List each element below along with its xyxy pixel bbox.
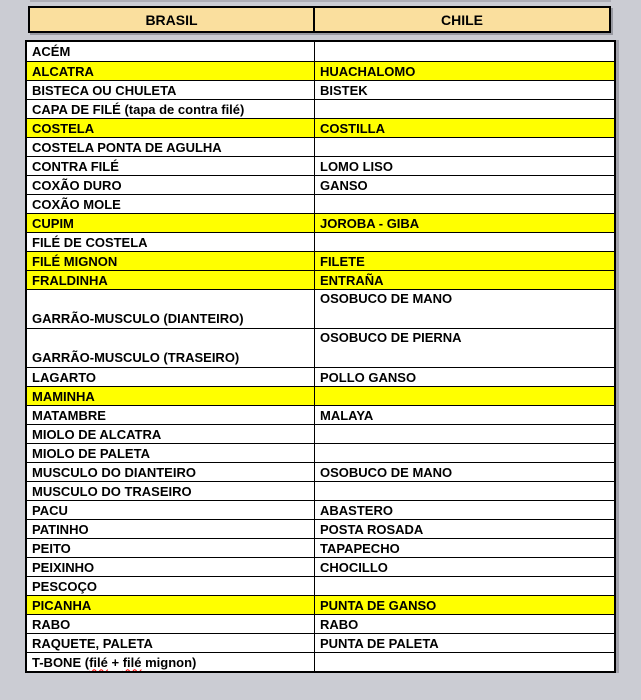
column-header-table [28, 6, 611, 33]
chile-cell: PUNTA DE PALETA [320, 635, 439, 651]
chile-cell: FILETE [320, 253, 365, 269]
table-row [27, 652, 614, 671]
brasil-cell: CUPIM [27, 214, 315, 232]
table-row [27, 289, 614, 328]
table-row [27, 251, 614, 270]
table-row [27, 99, 614, 118]
table-row [27, 424, 614, 443]
chile-cell: COSTILLA [320, 120, 385, 136]
brasil-cell: COSTELA [27, 119, 315, 137]
table-row [27, 557, 614, 576]
table-row [27, 367, 614, 386]
chile-cell: LOMO LISO [320, 158, 393, 174]
table-row [27, 270, 614, 289]
brasil-cell: MUSCULO DO TRASEIRO [27, 482, 315, 500]
misspelled-word: filé [122, 654, 142, 670]
table-row [27, 118, 614, 137]
table-row [27, 386, 614, 405]
brasil-cell: MIOLO DE PALETA [27, 444, 315, 462]
chile-cell [315, 42, 614, 61]
table-row [27, 443, 614, 462]
brasil-cell: PEITO [27, 539, 315, 557]
header-cell-brasil: BRASIL [30, 8, 315, 31]
chile-cell [315, 425, 614, 443]
brasil-cell: COSTELA PONTA DE AGULHA [27, 138, 315, 156]
brasil-cell: PICANHA [27, 596, 315, 614]
table-row [27, 61, 614, 80]
chile-cell [315, 138, 614, 156]
chile-cell: BISTEK [320, 82, 368, 98]
brasil-cell: PESCOÇO [27, 577, 315, 595]
chile-cell: OSOBUCO DE MANO [320, 464, 453, 480]
brasil-cell: FILÉ DE COSTELA [27, 233, 315, 251]
brasil-cell: MATAMBRE [27, 406, 315, 424]
chile-cell: ENTRAÑA [320, 272, 384, 288]
chile-cell [315, 577, 614, 595]
table-row [27, 538, 614, 557]
chile-cell [315, 482, 614, 500]
table-row [27, 42, 614, 61]
brasil-cell: GARRÃO-MUSCULO (DIANTEIRO) [27, 290, 315, 328]
chile-cell: OSOBUCO DE PIERNA [320, 330, 462, 345]
chile-cell [315, 233, 614, 251]
table-row [27, 500, 614, 519]
chile-cell [315, 100, 614, 118]
brasil-cell: CAPA DE FILÉ (tapa de contra filé) [27, 100, 315, 118]
brasil-cell: RAQUETE, PALETA [27, 634, 315, 652]
chile-cell: POLLO GANSO [320, 369, 417, 385]
brasil-cell: MUSCULO DO DIANTEIRO [27, 463, 315, 481]
brasil-cell: RABO [27, 615, 315, 633]
brasil-cell: GARRÃO-MUSCULO (TRASEIRO) [27, 329, 315, 367]
table-row [27, 156, 614, 175]
table-row [27, 175, 614, 194]
chile-cell: GANSO [320, 177, 368, 193]
meat-cuts-table [25, 40, 616, 673]
table-row [27, 481, 614, 500]
cell-text: mignon) [141, 654, 197, 670]
brasil-cell: PEIXINHO [27, 558, 315, 576]
table-row [27, 519, 614, 538]
table-row [27, 595, 614, 614]
misspelled-word: filé [89, 654, 108, 670]
chile-cell: ABASTERO [320, 502, 393, 518]
table-row [27, 194, 614, 213]
table-row [27, 328, 614, 367]
brasil-cell: ALCATRA [27, 62, 315, 80]
brasil-cell: ACÉM [27, 42, 315, 61]
chile-cell: HUACHALOMO [320, 63, 416, 79]
chile-cell: PUNTA DE GANSO [320, 597, 437, 613]
brasil-cell: LAGARTO [27, 368, 315, 386]
table-row [27, 80, 614, 99]
brasil-cell: BISTECA OU CHULETA [27, 81, 315, 99]
brasil-cell [27, 653, 315, 671]
table-row [27, 614, 614, 633]
chile-cell: POSTA ROSADA [320, 521, 424, 537]
chile-cell: JOROBA - GIBA [320, 215, 420, 231]
table-row [27, 576, 614, 595]
chile-cell [315, 387, 614, 405]
brasil-cell: MIOLO DE ALCATRA [27, 425, 315, 443]
brasil-cell: CONTRA FILÉ [27, 157, 315, 175]
brasil-cell: FRALDINHA [27, 271, 315, 289]
table-row [27, 232, 614, 251]
header-cell-chile: CHILE [441, 11, 483, 28]
brasil-cell: PACU [27, 501, 315, 519]
cell-text: T-BONE ( [32, 654, 90, 670]
brasil-cell: COXÃO DURO [27, 176, 315, 194]
chile-cell [315, 444, 614, 462]
chile-cell: RABO [320, 616, 359, 632]
brasil-cell: COXÃO MOLE [27, 195, 315, 213]
chile-cell: MALAYA [320, 407, 374, 423]
table-row [27, 213, 614, 232]
table-row [27, 405, 614, 424]
chile-cell: TAPAPECHO [320, 540, 400, 556]
chile-cell [315, 653, 614, 671]
table-row [27, 462, 614, 481]
chile-cell [315, 195, 614, 213]
page-top-edge [30, 0, 611, 2]
table-row [27, 137, 614, 156]
chile-cell: OSOBUCO DE MANO [320, 291, 453, 306]
table-row [27, 633, 614, 652]
brasil-cell: MAMINHA [27, 387, 315, 405]
cell-text: + [107, 654, 123, 670]
brasil-cell: PATINHO [27, 520, 315, 538]
chile-cell: CHOCILLO [320, 559, 388, 575]
brasil-cell: FILÉ MIGNON [27, 252, 315, 270]
